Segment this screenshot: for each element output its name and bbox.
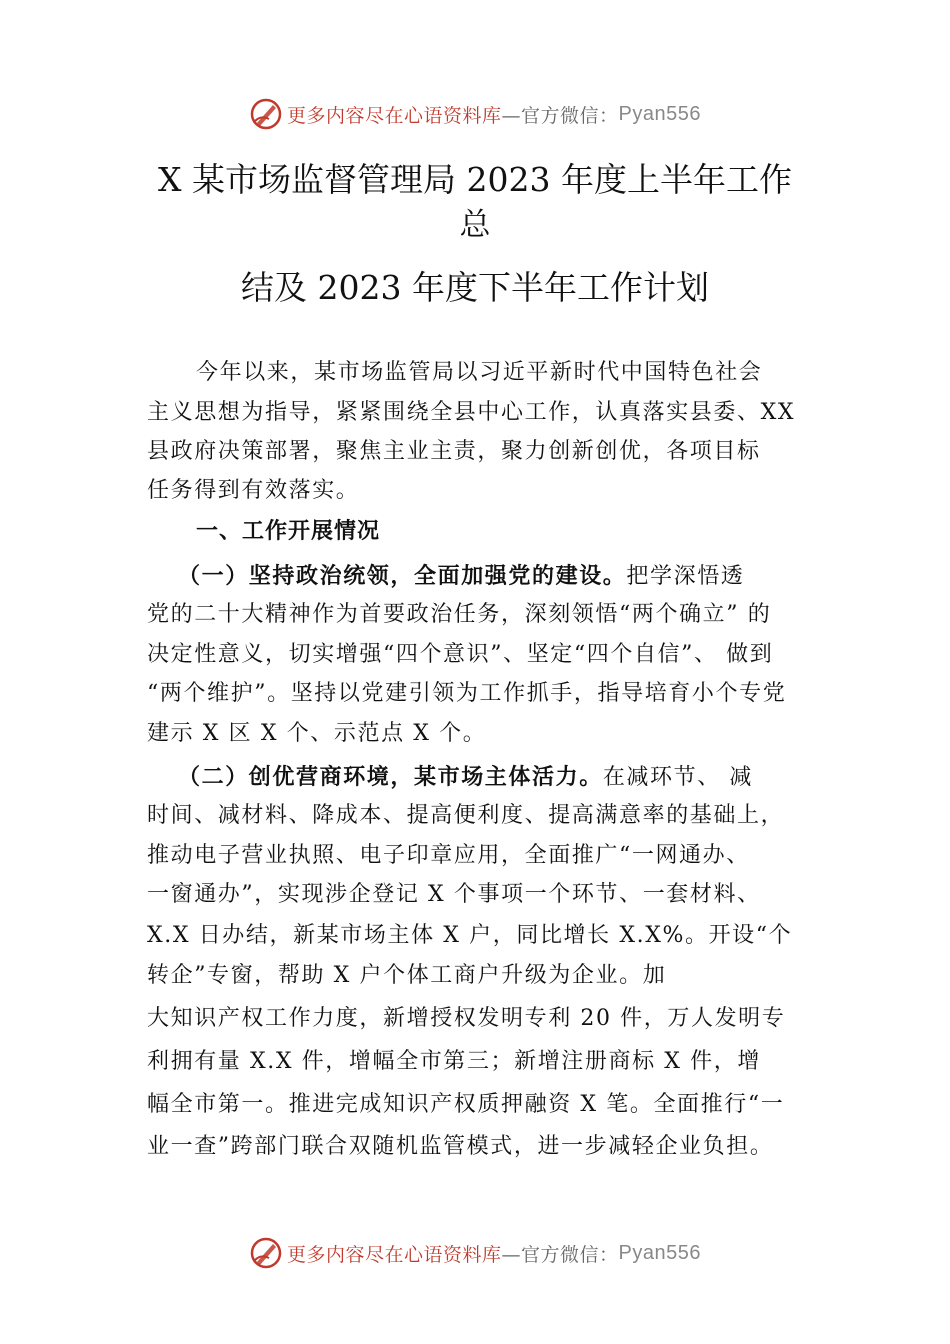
item2-line: 利拥有量 X.X 件，增幅全市第三；新增注册商标 X 件，增 xyxy=(147,1049,761,1074)
item2-line: 时间、减材料、降成本、提高便利度、提高满意率的基础上， xyxy=(147,803,785,828)
item1-line: “两个维护”。坚持以党建引领为工作抓手，指导培育小个专党 xyxy=(147,681,787,706)
watermark-red-text: 更多内容尽在心语资料库 xyxy=(287,104,502,127)
item2-lead: （二）创优营商环境，某市场主体活力。 xyxy=(178,764,603,790)
item2-first-line xyxy=(178,762,827,793)
item2-line: 推动电子营业执照、电子印章应用，全面推广“一网通办、 xyxy=(147,843,750,868)
document-title-line1: X 某市场监督管理局 2023 年度上半年工作 xyxy=(158,160,792,199)
watermark-gray-text: —官方微信： xyxy=(501,104,619,127)
watermark-top xyxy=(0,94,950,134)
watermark-wechat-id: Pyan556 xyxy=(618,1241,701,1264)
item2-first-rest: 在减环节、 减 xyxy=(602,765,754,790)
intro-line: 县政府决策部署，聚焦主业主责，聚力创新创优，各项目标 xyxy=(147,439,761,464)
intro-line: 主义思想为指导，紧紧围绕全县中心工作，认真落实县委、XX xyxy=(147,400,796,425)
pen-logo-icon xyxy=(249,97,283,131)
watermark-gray-text: —官方微信： xyxy=(501,1243,619,1266)
item2-line: X.X 日办结，新某市场主体 X 户，同比增长 X.X%。开设“个 xyxy=(147,923,793,948)
pen-logo-icon xyxy=(249,1236,283,1270)
item1-line: 建示 X 区 X 个、示范点 X 个。 xyxy=(147,721,487,746)
item2-line: 幅全市第一。推进完成知识产权质押融资 X 笔。全面推行“一 xyxy=(147,1092,785,1117)
item1-lead: （一）坚持政治统领，全面加强党的建设。 xyxy=(178,563,627,589)
watermark-bottom xyxy=(0,1233,950,1273)
watermark-wechat-id: Pyan556 xyxy=(618,102,701,125)
item2-line: 业一查”跨部门联合双随机监管模式，进一步减轻企业负担。 xyxy=(147,1134,774,1159)
intro-line: 任务得到有效落实。 xyxy=(147,478,360,503)
intro-line: 今年以来，某市场监管局以习近平新时代中国特色社会 xyxy=(196,360,763,385)
item1-line: 党的二十大精神作为首要政治任务，深刻领悟“两个确立” 的 xyxy=(147,602,772,627)
item1-line: 决定性意义，切实增强“四个意识”、坚定“四个自信”、 做到 xyxy=(147,642,774,667)
document-title-line3: 结及 2023 年度下半年工作计划 xyxy=(241,268,709,307)
section-heading: 一、工作开展情况 xyxy=(196,519,381,544)
document-title-line2: 总 xyxy=(459,207,491,243)
watermark-red-text: 更多内容尽在心语资料库 xyxy=(287,1243,502,1266)
item2-line: 大知识产权工作力度，新增授权发明专利 20 件，万人发明专 xyxy=(147,1006,786,1031)
item1-first-line xyxy=(178,561,827,592)
item1-first-rest: 把学深悟透 xyxy=(626,564,745,589)
item2-line: 转企”专窗，帮助 X 户个体工商户升级为企业。加 xyxy=(147,963,667,988)
item2-line: 一窗通办”，实现涉企登记 X 个事项一个环节、一套材料、 xyxy=(147,882,761,907)
